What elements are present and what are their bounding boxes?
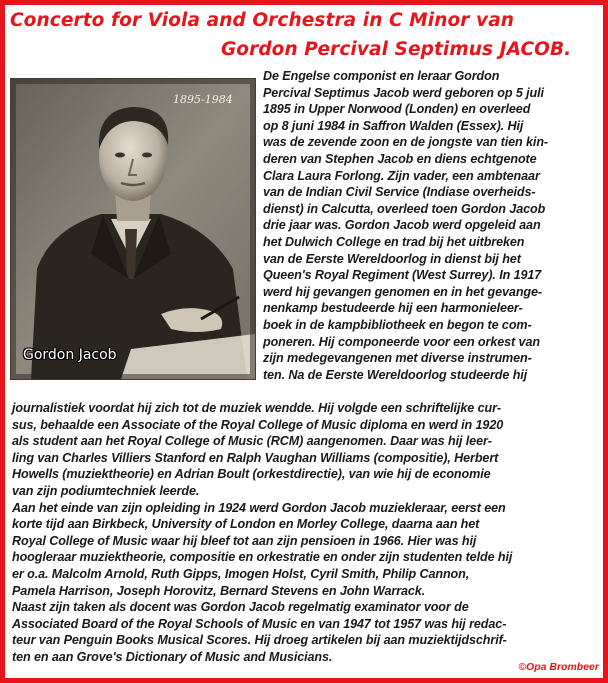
- copyright-notice: ©Opa Brombeer: [518, 661, 599, 673]
- article-column-text: [263, 68, 603, 383]
- text-line: zijn medegevangenen met diverse instrumen-: [263, 351, 532, 366]
- text-line: Pamela Harrison, Joseph Horovitz, Bernard Stevens en John Warrack.: [12, 583, 426, 598]
- text-line: Percival Septimus Jacob werd geboren op 5 juli: [263, 85, 544, 100]
- text-line: op 8 juni 1984 in Saffron Walden (Essex). Hij: [263, 118, 524, 133]
- text-line: van zijn podiumtechniek leerde.: [12, 483, 200, 498]
- page-title-line-2: Gordon Percival Septimus JACOB.: [221, 39, 572, 60]
- text-line: dienst) in Calcutta, overleed toen Gordon Jacob: [263, 201, 546, 216]
- text-line: Clara Laura Forlong. Zijn vader, een ambtenaar: [263, 168, 540, 183]
- text-line: ten. Na de Eerste Wereldoorlog studeerde hij: [263, 367, 528, 382]
- text-line: als student aan het Royal College of Music (RCM) aangenomen. Daar was hij leer-: [12, 434, 492, 449]
- text-line: journalistiek voordat hij zich tot de muziek wendde. Hij volgde een schriftelijke cur-: [12, 401, 501, 415]
- text-line: Howells (muziektheorie) en Adrian Boult (orkestdirectie), van wie hij de economie: [12, 467, 491, 482]
- portrait-image: [11, 79, 255, 379]
- text-line: nenkamp bestudeerde hij een harmonieleer-: [263, 301, 523, 316]
- text-line: van de Indian Civil Service (Indiase overheids-: [263, 185, 536, 200]
- text-line: het Dulwich College en trad bij het uitbreken: [263, 234, 525, 249]
- text-line: hoogleraar muziektheorie, compositie en orkestratie en onder zijn studenten telde hij: [12, 550, 513, 565]
- text-line: De Engelse componist en leraar Gordon: [263, 69, 500, 83]
- text-line: Royal College of Music waar hij bleef tot aan zijn pensioen in 1966. Hier was hij: [12, 533, 477, 548]
- photo-caption: Gordon Jacob: [23, 347, 117, 363]
- text-line: deren van Stephen Jacob en diens echtgenote: [263, 151, 537, 166]
- text-line: ling van Charles Villiers Stanford en Ralph Vaughan Williams (compositie), Herbert: [12, 450, 499, 465]
- article-full-width-text: [12, 400, 602, 666]
- text-line: Associated Board of the Royal Schools of Music en van 1947 tot 1957 was hij redac-: [12, 616, 507, 631]
- text-line: ten en aan Grove's Dictionary of Music and Musicians.: [12, 649, 333, 664]
- text-line: van de Eerste Wereldoorlog in dienst bij het: [263, 251, 521, 266]
- text-line: korte tijd aan Birkbeck, University of London en Morley College, daarna aan het: [12, 517, 480, 532]
- text-line: boek in de kampbibliotheek en begon te com-: [263, 317, 532, 332]
- text-line: poneren. Hij componeerde voor een orkest van: [263, 334, 540, 349]
- text-line: werd hij gevangen genomen en in het gevange-: [263, 284, 543, 299]
- text-line: was de zevende zoon en de jongste van tien kin-: [263, 135, 549, 150]
- text-line: Queen's Royal Regiment (West Surrey). In 1917: [263, 268, 542, 283]
- photo-years-label: 1895-1984: [173, 93, 233, 106]
- portrait-photo: [10, 78, 256, 380]
- text-line: er o.a. Malcolm Arnold, Ruth Gipps, Imogen Holst, Cyril Smith, Philip Cannon,: [12, 566, 470, 581]
- text-line: sus, behaalde een Associate of the Royal College of Music diploma en werd in 1920: [12, 417, 504, 432]
- text-line: 1895 in Upper Norwood (Londen) en overleed: [263, 102, 531, 117]
- text-line: Naast zijn taken als docent was Gordon Jacob regelmatig examinator voor de: [12, 600, 469, 615]
- text-line: drie jaar was. Gordon Jacob werd opgeleid aan: [263, 218, 541, 233]
- text-line: Aan het einde van zijn opleiding in 1924 werd Gordon Jacob muziekleraar, eerst een: [12, 500, 506, 515]
- page-title-line-1: Concerto for Viola and Orchestra in C Minor van: [10, 10, 515, 31]
- text-line: teur van Penguin Books Musical Scores. Hij droeg artikelen bij aan muziektijdschrif-: [12, 633, 507, 648]
